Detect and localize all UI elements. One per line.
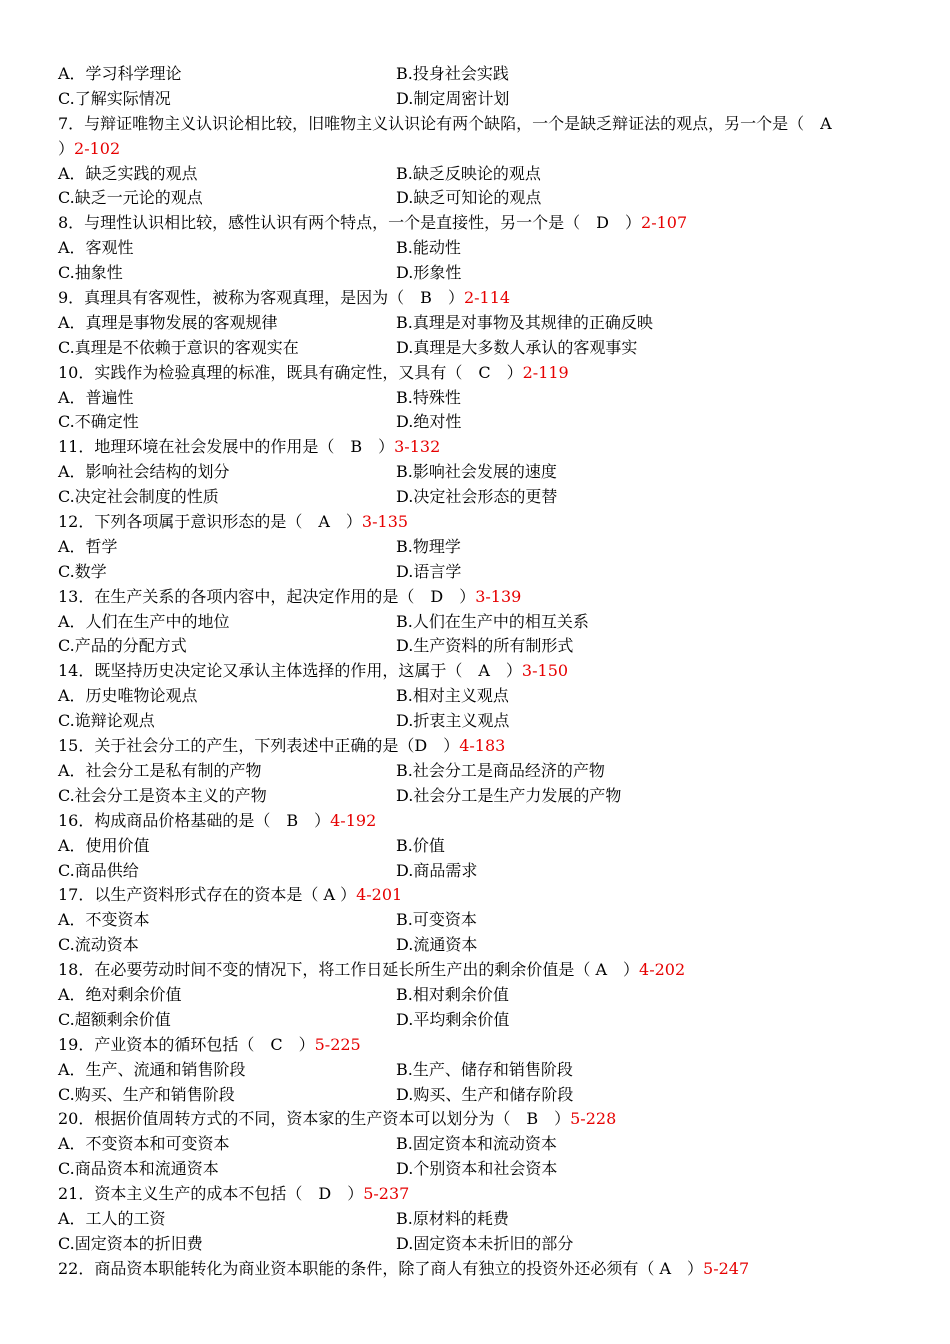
page-reference: 5-225 [314,1034,361,1054]
question-text: 22．商品资本职能转化为商业资本职能的条件，除了商人有独立的投资外还必须有（ A ） [58,1258,704,1278]
option-right: D.固定资本未折旧的部分 [396,1233,574,1253]
option-right: B.缺乏反映论的观点 [396,163,541,183]
option-left: A．不变资本和可变资本 [58,1134,230,1154]
option-right: B.物理学 [396,536,461,556]
option-right: D.真理是大多数人承认的客观事实 [396,337,638,357]
option-row [58,1083,896,1108]
option-row [58,336,896,361]
question-stem [58,435,896,460]
question-stem [58,361,896,386]
question-text: 21．资本主义生产的成本不包括（ D ） [58,1184,364,1204]
question-text: 8．与理性认识相比较，感性认识有两个特点，一个是直接性，另一个是（ D ） [58,213,642,233]
question-text: 10．实践作为检验真理的标准，既具有确定性，又具有（ C ） [58,362,523,382]
option-right: D.折衷主义观点 [396,711,510,731]
option-right: D.决定社会形态的更替 [396,487,558,507]
option-left: A．哲学 [58,536,118,556]
option-right: D.生产资料的所有制形式 [396,636,574,656]
question-text: 15．关于社会分工的产生，下列表述中正确的是（D ） [58,736,460,756]
option-row [58,560,896,585]
option-left: C.真理是不依赖于意识的客观实在 [58,337,299,357]
option-row [58,311,896,336]
question-stem [58,734,896,759]
question-stem [58,211,896,236]
page-reference: 5-247 [703,1258,750,1278]
document-body [58,62,896,1282]
option-row [58,684,896,709]
option-left: C.了解实际情况 [58,88,171,108]
question-text: 17．以生产资料形式存在的资本是（ A ） [58,885,357,905]
option-left: C.产品的分配方式 [58,636,187,656]
question-text: 9．真理具有客观性，被称为客观真理，是因为（ B ） [58,288,464,308]
option-left: A．人们在生产中的地位 [58,611,230,631]
option-right: B.生产、储存和销售阶段 [396,1059,573,1079]
question-stem [58,883,896,908]
question-stem [58,112,896,137]
question-text: 18．在必要劳动时间不变的情况下，将工作日延长所生产出的剩余价值是（ A ） [58,960,640,980]
option-row [58,186,896,211]
option-right: B.价值 [396,835,445,855]
option-row [58,1058,896,1083]
option-right: D.缺乏可知论的观点 [396,188,542,208]
option-right: B.原材料的耗费 [396,1208,509,1228]
option-left: A．工人的工资 [58,1208,166,1228]
option-right: D.流通资本 [396,935,478,955]
option-row [58,535,896,560]
option-row [58,62,896,87]
option-left: A．不变资本 [58,910,150,930]
option-row [58,634,896,659]
option-row [58,834,896,859]
question-stem [58,659,896,684]
page-reference: 2-102 [74,138,121,158]
option-right: B.特殊性 [396,387,461,407]
option-left: A．客观性 [58,238,134,258]
option-right: B.相对主义观点 [396,686,509,706]
option-row [58,784,896,809]
page-reference: 4-192 [330,810,377,830]
option-right: D.购买、生产和储存阶段 [396,1084,574,1104]
option-row [58,162,896,187]
page-reference: 5-237 [363,1184,410,1204]
option-left: C.决定社会制度的性质 [58,487,219,507]
question-text: 16．构成商品价格基础的是（ B ） [58,810,331,830]
option-row [58,485,896,510]
option-left: A．缺乏实践的观点 [58,163,198,183]
question-text: 14．既坚持历史决定论又承认主体选择的作用，这属于（ A ） [58,661,522,681]
page-reference: 3-132 [394,437,441,457]
page-reference: 2-107 [641,213,688,233]
page-reference: 4-202 [639,960,686,980]
page-reference: 2-114 [463,288,511,308]
option-left: A．社会分工是私有制的产物 [58,760,262,780]
option-left: A．影响社会结构的划分 [58,462,230,482]
option-right: B.影响社会发展的速度 [396,462,557,482]
option-right: B.社会分工是商品经济的产物 [396,760,605,780]
option-left: C.购买、生产和销售阶段 [58,1084,235,1104]
option-row [58,1008,896,1033]
option-row [58,87,896,112]
option-right: B.能动性 [396,238,461,258]
option-left: A．使用价值 [58,835,150,855]
question-stem [58,1033,896,1058]
option-left: A．学习科学理论 [58,64,182,83]
option-right: D.商品需求 [396,860,478,880]
option-row [58,610,896,635]
option-right: D.社会分工是生产力发展的产物 [396,785,622,805]
option-left: A．绝对剩余价值 [58,984,182,1004]
option-row [58,908,896,933]
question-text: 19．产业资本的循环包括（ C ） [58,1034,315,1054]
option-right: D.个别资本和社会资本 [396,1159,558,1179]
option-right: B.可变资本 [396,910,477,930]
option-row [58,759,896,784]
option-right: D.形象性 [396,263,462,283]
question-stem [58,510,896,535]
page-reference: 3-135 [361,512,409,532]
option-left: C.诡辩论观点 [58,711,155,731]
option-right: B.固定资本和流动资本 [396,1134,557,1154]
question-text: 11．地理环境在社会发展中的作用是（ B ） [58,437,395,457]
option-left: A．普遍性 [58,387,134,407]
question-stem [58,585,896,610]
question-stem [58,809,896,834]
option-left: C.固定资本的折旧费 [58,1233,203,1253]
question-stem [58,286,896,311]
option-right: B.真理是对事物及其规律的正确反映 [396,312,653,332]
option-row [58,859,896,884]
option-row [58,410,896,435]
option-right: D.制定周密计划 [396,88,510,108]
option-left: C.不确定性 [58,412,139,432]
option-row [58,1157,896,1182]
page-reference: 3-139 [475,586,522,606]
option-row [58,1232,896,1257]
option-right: B.人们在生产中的相互关系 [396,611,589,631]
page-reference: 4-201 [356,885,403,905]
option-row [58,386,896,411]
page-reference: 5-228 [570,1109,617,1129]
page-reference: 4-183 [459,736,506,756]
option-row [58,933,896,958]
option-row [58,1207,896,1232]
option-left: A．历史唯物论观点 [58,686,198,706]
option-row [58,460,896,485]
page-reference: 2-119 [522,362,569,382]
question-text: 7．与辩证唯物主义认识论相比较，旧唯物主义认识论有两个缺陷，一个是缺乏辩证法的观点，另一个是（ A [58,113,832,133]
question-stem [58,1107,896,1132]
question-text: 13．在生产关系的各项内容中，起决定作用的是（ D ） [58,586,476,606]
option-row [58,983,896,1008]
page-reference: 3-150 [521,661,569,681]
question-stem [58,1182,896,1207]
question-text-continued: ） [58,138,75,158]
option-right: D.语言学 [396,561,462,581]
question-text: 20．根据价值周转方式的不同，资本家的生产资本可以划分为（ B ） [58,1109,571,1129]
option-left: C.缺乏一元论的观点 [58,188,203,208]
question-stem-continued [58,137,896,162]
question-text: 12．下列各项属于意识形态的是（ A ） [58,512,362,532]
option-right: D.绝对性 [396,412,462,432]
option-left: C.抽象性 [58,263,123,283]
question-stem [58,1257,896,1282]
option-left: C.流动资本 [58,935,139,955]
option-right: B.投身社会实践 [396,64,509,83]
option-row [58,261,896,286]
option-left: C.数学 [58,561,107,581]
option-left: C.超额剩余价值 [58,1009,171,1029]
option-left: C.商品资本和流通资本 [58,1159,219,1179]
option-left: C.社会分工是资本主义的产物 [58,785,267,805]
option-row [58,236,896,261]
option-right: D.平均剩余价值 [396,1009,510,1029]
option-row [58,709,896,734]
option-right: B.相对剩余价值 [396,984,509,1004]
option-row [58,1132,896,1157]
option-left: A．生产、流通和销售阶段 [58,1059,246,1079]
option-left: A．真理是事物发展的客观规律 [58,312,278,332]
option-left: C.商品供给 [58,860,139,880]
question-stem [58,958,896,983]
